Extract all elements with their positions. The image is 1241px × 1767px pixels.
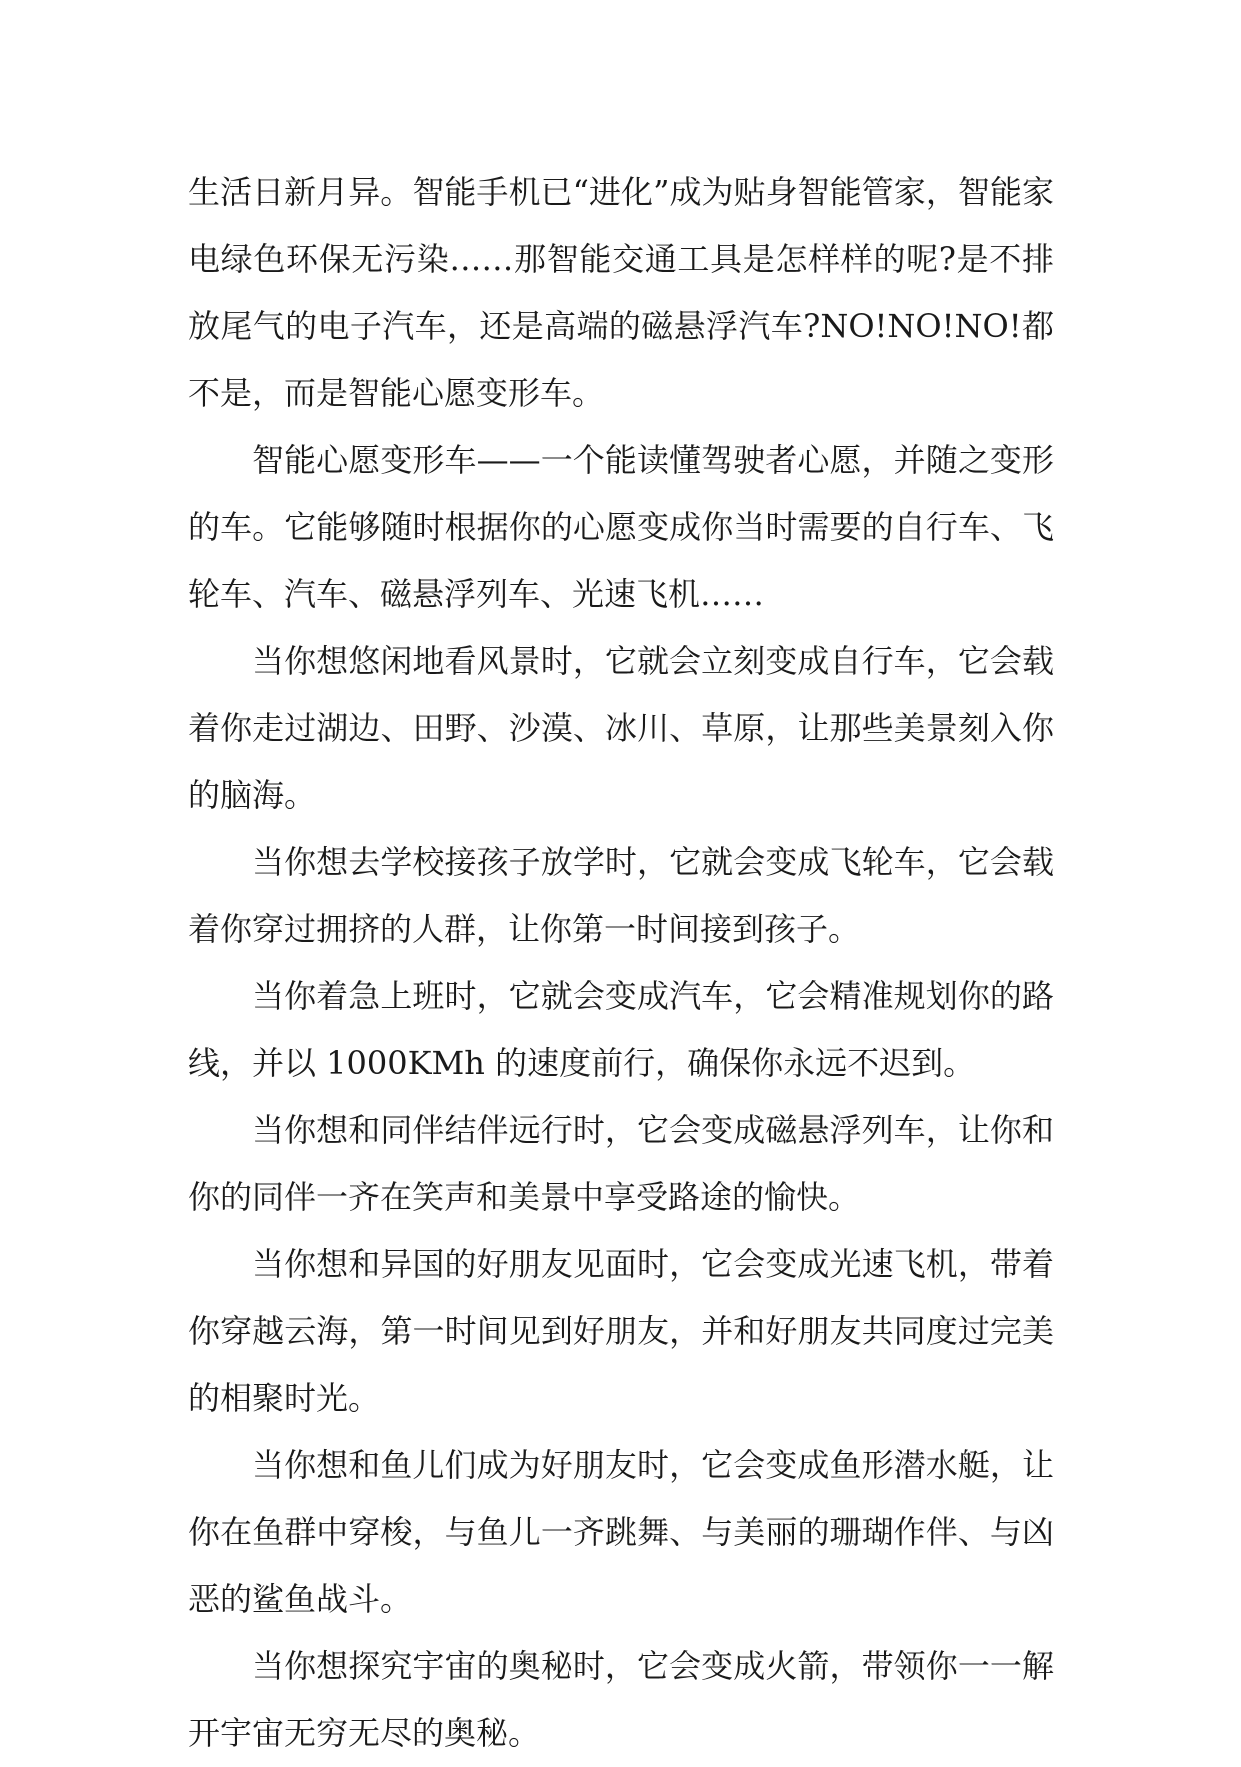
paragraph-4: 当你想去学校接孩子放学时，它就会变成飞轮车，它会载着你穿过拥挤的人群，让你第一时间接到孩子。 xyxy=(188,843,1054,948)
paragraph-8: 当你想和鱼儿们成为好朋友时，它会变成鱼形潜水艇，让你在鱼群中穿梭，与鱼儿一齐跳舞、与美丽的珊瑚作伴、与凶恶的鲨鱼战斗。 xyxy=(188,1446,1054,1618)
paragraph-3: 当你想悠闲地看风景时，它就会立刻变成自行车，它会载着你走过湖边、田野、沙漠、冰川、草原，让那些美景刻入你的脑海。 xyxy=(188,642,1054,814)
paragraph-1: 生活日新月异。智能手机已“进化”成为贴身智能管家，智能家电绿色环保无污染……那智能交通工具是怎样样的呢?是不排放尾气的电子汽车，还是高端的磁悬浮汽车?NO!NO!NO!都不是，而是智能心愿变形车。 xyxy=(188,173,1054,412)
paragraph-5: 当你着急上班时，它就会变成汽车，它会精准规划你的路线，并以 1000KMh 的速度前行，确保你永远不迟到。 xyxy=(188,977,1054,1082)
paragraph-6: 当你想和同伴结伴远行时，它会变成磁悬浮列车，让你和你的同伴一齐在笑声和美景中享受路途的愉快。 xyxy=(188,1111,1054,1216)
paragraph-2: 智能心愿变形车——一个能读懂驾驶者心愿，并随之变形的车。它能够随时根据你的心愿变成你当时需要的自行车、飞轮车、汽车、磁悬浮列车、光速飞机…… xyxy=(188,441,1054,613)
body-text xyxy=(188,159,1054,1767)
paragraph-7: 当你想和异国的好朋友见面时，它会变成光速飞机，带着你穿越云海，第一时间见到好朋友，并和好朋友共同度过完美的相聚时光。 xyxy=(188,1245,1054,1417)
paragraph-9: 当你想探究宇宙的奥秘时，它会变成火箭，带领你一一解开宇宙无穷无尽的奥秘。 xyxy=(188,1647,1054,1752)
